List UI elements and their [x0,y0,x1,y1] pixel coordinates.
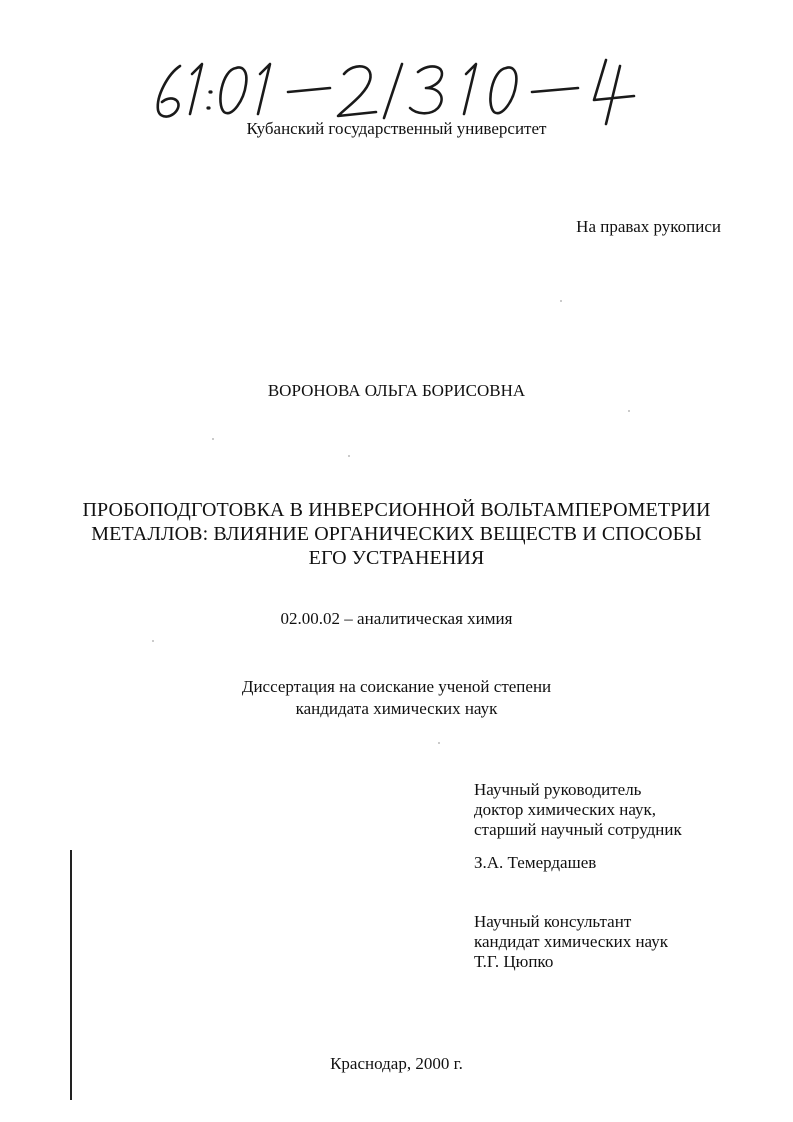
dissertation-title [0,498,793,570]
scan-speck [628,410,630,412]
advisor-name: З.А. Темердашев [474,853,597,872]
consultant-line: Т.Г. Цюпко [474,952,554,971]
rights-note: На правах рукописи [576,217,721,236]
degree-statement [0,676,793,720]
author-name: ВОРОНОВА ОЛЬГА БОРИСОВНА [267,381,526,400]
scientific-advisor [474,780,682,840]
advisor-line: Научный руководитель [474,780,642,799]
scan-edge-line [70,850,72,1100]
scientific-consultant [474,912,668,972]
scan-speck [212,438,214,440]
title-line: ЕГО УСТРАНЕНИЯ [308,547,485,569]
advisor-line: старший научный сотрудник [474,820,682,839]
university-name: Кубанский государственный университет [246,119,547,138]
degree-line: Диссертация на соискание ученой степени [241,677,552,696]
scan-speck [560,300,562,302]
scan-speck [152,640,154,642]
title-line: МЕТАЛЛОВ: ВЛИЯНИЕ ОРГАНИЧЕСКИХ ВЕЩЕСТВ И СПОСОБЫ [91,523,702,545]
consultant-line: кандидат химических наук [474,932,668,951]
scan-speck [348,455,350,457]
city-year: Краснодар, 2000 г. [330,1054,463,1073]
advisor-line: доктор химических наук, [474,800,657,819]
scan-speck [438,742,440,744]
specialty-code: 02.00.02 – аналитическая химия [280,609,513,628]
title-line: ПРОБОПОДГОТОВКА В ИНВЕРСИОННОЙ ВОЛЬТАМПЕРОМЕТРИИ [82,499,711,521]
consultant-line: Научный консультант [474,912,632,931]
degree-line: кандидата химических наук [295,699,498,718]
